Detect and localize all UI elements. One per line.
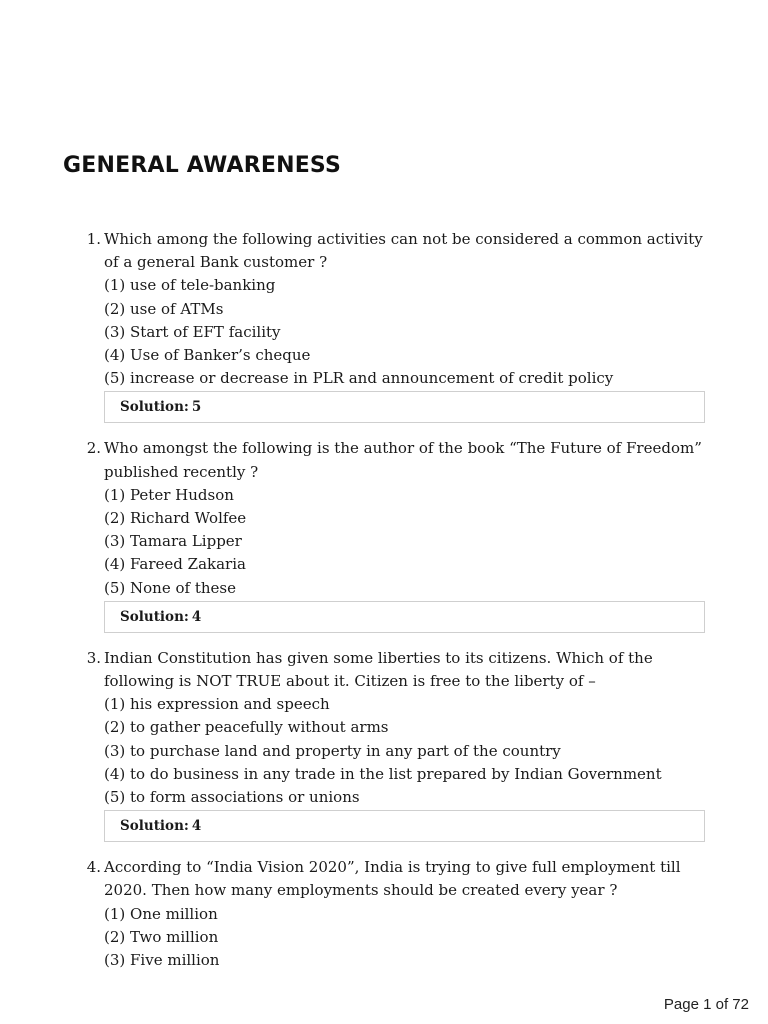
question-number: 1.: [86, 230, 101, 248]
option-1: (1) Peter Hudson: [104, 485, 234, 504]
question-number: 4.: [86, 858, 101, 877]
option-2: (2) Richard Wolfee: [104, 509, 247, 528]
question-1: [86, 228, 708, 423]
option-4: (4) to do business in any trade in the list prepared by Indian Government: [104, 764, 662, 783]
option-1: (1) use of tele-banking: [104, 276, 276, 295]
question-number: 2.: [86, 439, 101, 458]
page-number-footer: Page 1 of 72: [663, 996, 749, 1013]
question-text: According to “India Vision 2020”, India is trying to give full employment till 2020. Then how many employments should be created every year ?: [104, 858, 681, 900]
question-list: [0, 228, 768, 986]
question-3: [86, 647, 708, 842]
option-3: (3) Start of EFT facility: [104, 322, 281, 341]
question-number: 3.: [86, 648, 101, 667]
question-text: Who amongst the following is the author of the book “The Future of Freedom” published recently ?: [104, 439, 702, 481]
solution-value: 4: [191, 818, 202, 835]
solution-label: Solution:: [120, 608, 189, 625]
option-2: (2) Two million: [104, 927, 219, 946]
option-3: (3) Five million: [104, 951, 220, 970]
option-list: [104, 484, 708, 600]
solution-value: 4: [191, 608, 202, 625]
option-list: [104, 903, 708, 973]
question-2: [86, 437, 708, 632]
option-5: (5) to form associations or unions: [104, 788, 360, 807]
option-list: [104, 274, 708, 390]
option-list: [104, 693, 708, 809]
option-5: (5) increase or decrease in PLR and announcement of credit policy: [104, 369, 614, 388]
solution-box: [104, 391, 705, 423]
question-text: Indian Constitution has given some liberties to its citizens. Which of the following is NOT TRUE about it. Citizen is free to the liberty of –: [104, 648, 653, 691]
option-1: (1) his expression and speech: [104, 695, 330, 714]
solution-value: 5: [191, 399, 202, 416]
option-4: (4) Fareed Zakaria: [104, 555, 246, 574]
option-2: (2) use of ATMs: [104, 299, 224, 318]
page-title: GENERAL AWARENESS: [63, 153, 342, 178]
option-5: (5) None of these: [104, 578, 236, 597]
question-4: [86, 856, 708, 972]
solution-box: [104, 601, 705, 633]
solution-label: Solution:: [120, 818, 189, 835]
solution-label: Solution:: [120, 399, 189, 416]
option-3: (3) Tamara Lipper: [104, 532, 242, 551]
option-3: (3) to purchase land and property in any part of the country: [104, 741, 561, 760]
option-1: (1) One million: [104, 904, 218, 923]
option-2: (2) to gather peacefully without arms: [104, 718, 389, 737]
question-text: Which among the following activities can not be considered a common activity of a general Bank customer ?: [104, 230, 703, 272]
option-4: (4) Use of Banker’s cheque: [104, 346, 311, 365]
solution-box: [104, 810, 705, 842]
